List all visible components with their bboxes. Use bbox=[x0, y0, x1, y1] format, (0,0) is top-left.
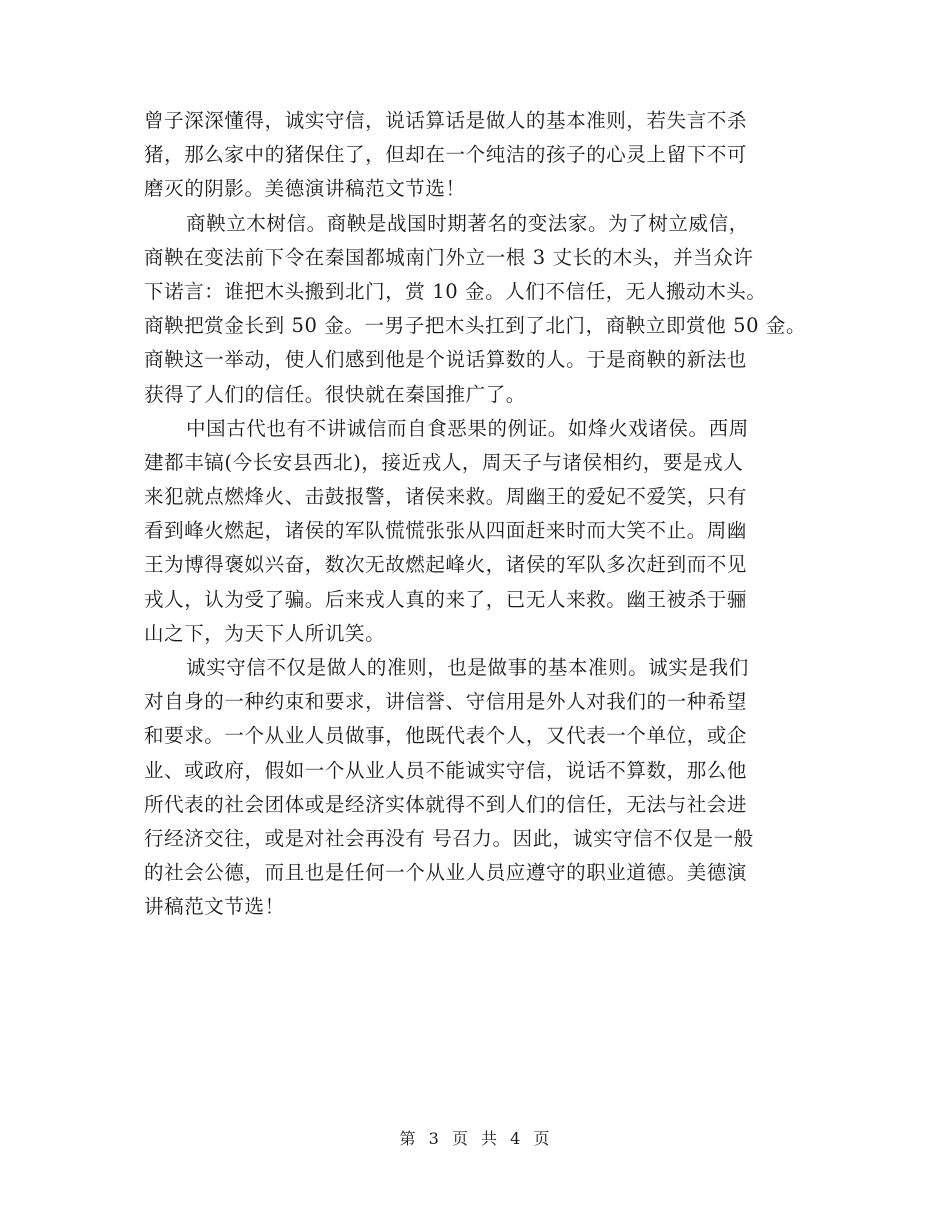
text-line: 来犯就点燃烽火、击鼓报警，诸侯来救。周幽王的爱妃不爱笑，只有 bbox=[144, 485, 748, 509]
text-line: 王为博得褒姒兴奋，数次无故燃起峰火，诸侯的军队多次赶到而不见 bbox=[144, 553, 748, 577]
text-line: 获得了人们的信任。很快就在秦国推广了。 bbox=[144, 382, 526, 406]
text-line: 看到峰火燃起，诸侯的军队慌慌张张从四面赶来时而大笑不止。周幽 bbox=[144, 519, 748, 543]
text-line: 商鞅立木树信。商鞅是战国时期著名的变法家。为了树立威信， bbox=[186, 211, 749, 235]
paragraph bbox=[144, 651, 834, 925]
footer-suffix: 页 bbox=[533, 1129, 551, 1148]
text-line: 业、或政府，假如一个从业人员不能诚实守信，说话不算数，那么他 bbox=[144, 758, 748, 782]
footer-prefix: 第 bbox=[399, 1129, 417, 1148]
paragraph bbox=[144, 207, 834, 412]
text-line: 下诺言：谁把木头搬到北门，赏 10 金。人们不信任，无人搬动木头。 bbox=[144, 279, 767, 303]
text-line: 猪，那么家中的猪保住了，但却在一个纯洁的孩子的心灵上留下不可 bbox=[144, 143, 748, 167]
text-line: 讲稿范文节选！ bbox=[144, 895, 285, 919]
paragraph bbox=[144, 104, 834, 207]
text-line: 曾子深深懂得，诚实守信，说话算话是做人的基本准则，若失言不杀 bbox=[144, 109, 748, 132]
footer-total-word: 共 bbox=[481, 1129, 499, 1148]
text-line: 商鞅把赏金长到 50 金。一男子把木头扛到了北门，商鞅立即赏他 50 金。 bbox=[144, 314, 807, 338]
text-line: 中国古代也有不讲诚信而自食恶果的例证。如烽火戏诸侯。西周 bbox=[186, 416, 749, 440]
text-line: 山之下，为天下人所讥笑。 bbox=[144, 621, 386, 645]
text-line: 行经济交往，或是对社会再没有 号召力。因此，诚实守信不仅是一般 bbox=[144, 826, 754, 850]
text-line: 对自身的一种约束和要求，讲信誉、守信用是外人对我们的一种希望 bbox=[144, 690, 748, 714]
text-line: 诚实守信不仅是做人的准则，也是做事的基本准则。诚实是我们 bbox=[186, 656, 749, 679]
text-line: 戎人，认为受了骗。后来戎人真的来了，已无人来救。幽王被杀于骊 bbox=[144, 587, 748, 611]
text-line: 建都丰镐(今长安县西北)，接近戎人，周天子与诸侯相约，要是戎人 bbox=[144, 450, 744, 474]
paragraph bbox=[144, 412, 834, 651]
document-body bbox=[144, 104, 834, 925]
footer-current-page: 3 bbox=[428, 1129, 440, 1148]
page-footer bbox=[0, 1126, 950, 1149]
text-line: 商鞅这一举动，使人们感到他是个说话算数的人。于是商鞅的新法也 bbox=[144, 348, 748, 372]
text-line: 磨灭的阴影。美德演讲稿范文节选！ bbox=[144, 177, 466, 201]
text-line: 的社会公德，而且也是任何一个从业人员应遵守的职业道德。美德演 bbox=[144, 861, 748, 885]
text-line: 商鞅在变法前下令在秦国都城南门外立一根 3 丈长的木头，并当众许 bbox=[144, 245, 754, 269]
text-line: 所代表的社会团体或是经济实体就得不到人们的信任，无法与社会进 bbox=[144, 792, 748, 816]
footer-total-pages: 4 bbox=[510, 1129, 522, 1148]
text-line: 和要求。一个从业人员做事，他既代表个人，又代表一个单位，或企 bbox=[144, 724, 748, 748]
footer-page-word: 页 bbox=[451, 1129, 469, 1148]
